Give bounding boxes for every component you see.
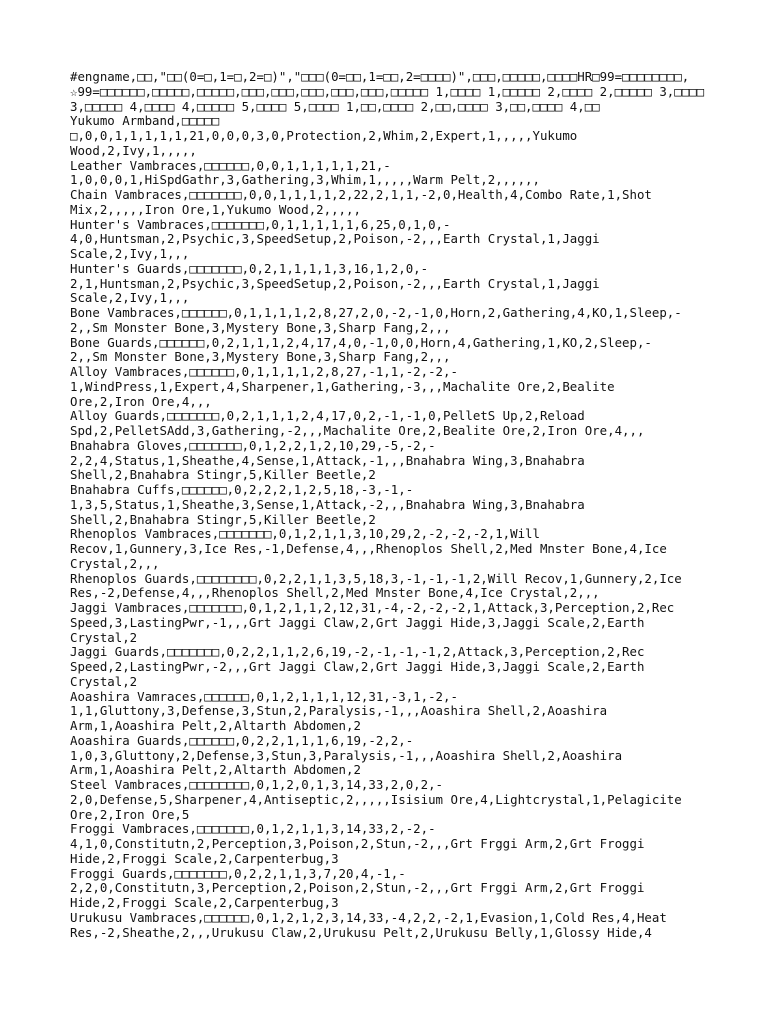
csv-text-document	[70, 70, 710, 940]
text-line: Bone Guards,□□□□□□,0,2,1,1,1,2,4,17,4,0,-1,0,0,Horn,4,Gathering,1,KO,2,Sleep,-	[70, 334, 652, 350]
text-line: Rhenoplos Guards,□□□□□□□□,0,2,2,1,1,3,5,18,3,-1,-1,-1,2,Will Recov,1,Gunnery,2,Ice	[70, 570, 682, 586]
text-line: Hide,2,Froggi Scale,2,Carpenterbug,3	[70, 850, 339, 866]
text-line: Steel Vambraces,□□□□□□□□,0,1,2,0,1,3,14,33,2,0,2,-	[70, 777, 443, 792]
text-line: Alloy Vambraces,□□□□□□,0,1,1,1,1,2,8,27,-1,1,-2,-2,-	[70, 364, 458, 379]
text-line: 1,WindPress,1,Expert,4,Sharpener,1,Gathering,-3,,,Machalite Ore,2,Bealite	[70, 378, 615, 394]
text-line: Aoashira Guards,□□□□□□,0,2,2,1,1,1,6,19,-2,2,-	[70, 732, 414, 748]
text-line: Spd,2,PelletSAdd,3,Gathering,-2,,,Machalite Ore,2,Bealite Ore,2,Iron Ore,4,,,	[70, 423, 645, 438]
text-line: 1,1,Gluttony,3,Defense,3,Stun,2,Paralysis,-1,,,Aoashira Shell,2,Aoashira	[70, 703, 608, 719]
text-line: 2,1,Huntsman,2,Psychic,3,SpeedSetup,2,Poison,-2,,,Earth Crystal,1,Jaggi	[70, 275, 600, 291]
text-line: Bnahabra Cuffs,□□□□□□,0,2,2,2,1,2,5,18,-3,-1,-	[70, 482, 414, 497]
text-line: Crystal,2	[70, 673, 138, 689]
text-line: 2,2,0,Constitutn,3,Perception,2,Poison,2,Stun,-2,,,Grt Frggi Arm,2,Grt Froggi	[70, 880, 645, 896]
text-line: □,0,0,1,1,1,1,1,21,0,0,0,3,0,Protection,2,Whim,2,Expert,1,,,,,Yukumo	[70, 128, 578, 143]
text-line: Recov,1,Gunnery,3,Ice Res,-1,Defense,4,,,Rhenoplos Shell,2,Med Mnster Bone,4,Ice	[70, 541, 667, 556]
text-line: Froggi Vambraces,□□□□□□□,0,1,2,1,1,3,14,33,2,-2,-	[70, 821, 436, 837]
text-line: Mix,2,,,,,Iron Ore,1,Yukumo Wood,2,,,,,	[70, 201, 361, 217]
text-line: 3,□□□□□ 4,□□□□ 4,□□□□□ 5,□□□□ 5,□□□□ 1,□□,□□□□ 2,□□,□□□□ 3,□□,□□□□ 4,□□	[70, 98, 600, 114]
text-line: Scale,2,Ivy,1,,,	[70, 246, 190, 261]
text-line: Aoashira Vamraces,□□□□□□,0,1,2,1,1,1,12,31,-3,1,-2,-	[70, 688, 458, 704]
text-line: 1,0,0,0,1,HiSpdGathr,3,Gathering,3,Whim,1,,,,,Warm Pelt,2,,,,,,	[70, 172, 540, 188]
text-line: 1,3,5,Status,1,Sheathe,3,Sense,1,Attack,-2,,,Bnahabra Wing,3,Bnahabra	[70, 496, 585, 512]
text-line: Wood,2,Ivy,1,,,,,	[70, 142, 197, 158]
text-line: 4,0,Huntsman,2,Psychic,3,SpeedSetup,2,Poison,-2,,,Earth Crystal,1,Jaggi	[70, 231, 600, 247]
text-line: Shell,2,Bnahabra Stingr,5,Killer Beetle,2	[70, 467, 376, 483]
text-line: Bone Vambraces,□□□□□□,0,1,1,1,1,2,8,27,2,0,-2,-1,0,Horn,2,Gathering,4,KO,1,Sleep,-	[70, 305, 682, 320]
text-line: 2,2,4,Status,1,Sheathe,4,Sense,1,Attack,-1,,,Bnahabra Wing,3,Bnahabra	[70, 452, 585, 468]
text-line: 2,,Sm Monster Bone,3,Mystery Bone,3,Sharp Fang,2,,,	[70, 349, 451, 365]
text-line: Hunter's Guards,□□□□□□□,0,2,1,1,1,1,3,16,1,2,0,-	[70, 260, 429, 276]
text-line: Leather Vambraces,□□□□□□,0,0,1,1,1,1,1,21,-	[70, 157, 391, 173]
text-line: 4,1,0,Constitutn,2,Perception,3,Poison,2,Stun,-2,,,Grt Frggi Arm,2,Grt Froggi	[70, 836, 645, 851]
text-line: 2,0,Defense,5,Sharpener,4,Antiseptic,2,,,,,Isisium Ore,4,Lightcrystal,1,Pelagicite	[70, 791, 682, 807]
text-line: Arm,1,Aoashira Pelt,2,Altarth Abdomen,2	[70, 718, 361, 733]
text-line: Chain Vambraces,□□□□□□□,0,0,1,1,1,1,2,22,2,1,1,-2,0,Health,4,Combo Rate,1,Shot	[70, 187, 652, 202]
text-line: 1,0,3,Gluttony,2,Defense,3,Stun,3,Paralysis,-1,,,Aoashira Shell,2,Aoashira	[70, 747, 623, 763]
text-line: Res,-2,Defense,4,,,Rhenoplos Shell,2,Med Mnster Bone,4,Ice Crystal,2,,,	[70, 585, 600, 601]
text-line: Crystal,2,,,	[70, 555, 160, 571]
text-line: Speed,3,LastingPwr,-1,,,Grt Jaggi Claw,2,Grt Jaggi Hide,3,Jaggi Scale,2,Earth	[70, 614, 645, 630]
text-line: Alloy Guards,□□□□□□□,0,2,1,1,1,2,4,17,0,2,-1,-1,0,PelletS Up,2,Reload	[70, 408, 585, 424]
text-line: Speed,2,LastingPwr,-2,,,Grt Jaggi Claw,2,Grt Jaggi Hide,3,Jaggi Scale,2,Earth	[70, 659, 645, 674]
text-line: Hide,2,Froggi Scale,2,Carpenterbug,3	[70, 895, 339, 910]
text-line: Ore,2,Iron Ore,5	[70, 806, 190, 822]
text-line: Jaggi Vambraces,□□□□□□□,0,1,2,1,1,2,12,31,-4,-2,-2,-2,1,Attack,3,Perception,2,Rec	[70, 600, 675, 615]
text-line: Ore,2,Iron Ore,4,,,	[70, 393, 212, 409]
text-line: Shell,2,Bnahabra Stingr,5,Killer Beetle,2	[70, 511, 376, 527]
text-line: Arm,1,Aoashira Pelt,2,Altarth Abdomen,2	[70, 762, 361, 778]
text-line: Rhenoplos Vambraces,□□□□□□□,0,1,2,1,1,3,10,29,2,-2,-2,-2,1,Will	[70, 526, 540, 542]
text-line: ☆99=□□□□□□,□□□□□,□□□□□,□□□,□□□,□□□,□□□,□□□,□□□□□ 1,□□□□ 1,□□□□□ 2,□□□□ 2,□□□□□ 3,□□□□	[70, 83, 705, 99]
text-line: #engname,□□,"□□(0=□,1=□,2=□)","□□□(0=□□,1=□□,2=□□□□)",□□□,□□□□□,□□□□HR□99=□□□□□□□□,	[70, 69, 690, 84]
text-line: Bnahabra Gloves,□□□□□□□,0,1,2,2,1,2,10,29,-5,-2,-	[70, 437, 436, 453]
text-line: Froggi Guards,□□□□□□□,0,2,2,1,1,3,7,20,4,-1,-	[70, 865, 406, 881]
text-line: Hunter's Vambraces,□□□□□□□,0,1,1,1,1,1,6,25,0,1,0,-	[70, 216, 451, 232]
text-line: Urukusu Vambraces,□□□□□□,0,1,2,1,2,3,14,33,-4,2,2,-2,1,Evasion,1,Cold Res,4,Heat	[70, 909, 667, 925]
text-line: Yukumo Armband,□□□□□	[70, 113, 220, 129]
text-line: Jaggi Guards,□□□□□□□,0,2,2,1,1,2,6,19,-2,-1,-1,-1,2,Attack,3,Perception,2,Rec	[70, 644, 645, 660]
text-line: 2,,Sm Monster Bone,3,Mystery Bone,3,Sharp Fang,2,,,	[70, 319, 451, 335]
text-line: Scale,2,Ivy,1,,,	[70, 290, 190, 306]
text-line: Crystal,2	[70, 629, 138, 645]
text-line: Res,-2,Sheathe,2,,,Urukusu Claw,2,Urukusu Pelt,2,Urukusu Belly,1,Glossy Hide,4	[70, 924, 652, 940]
